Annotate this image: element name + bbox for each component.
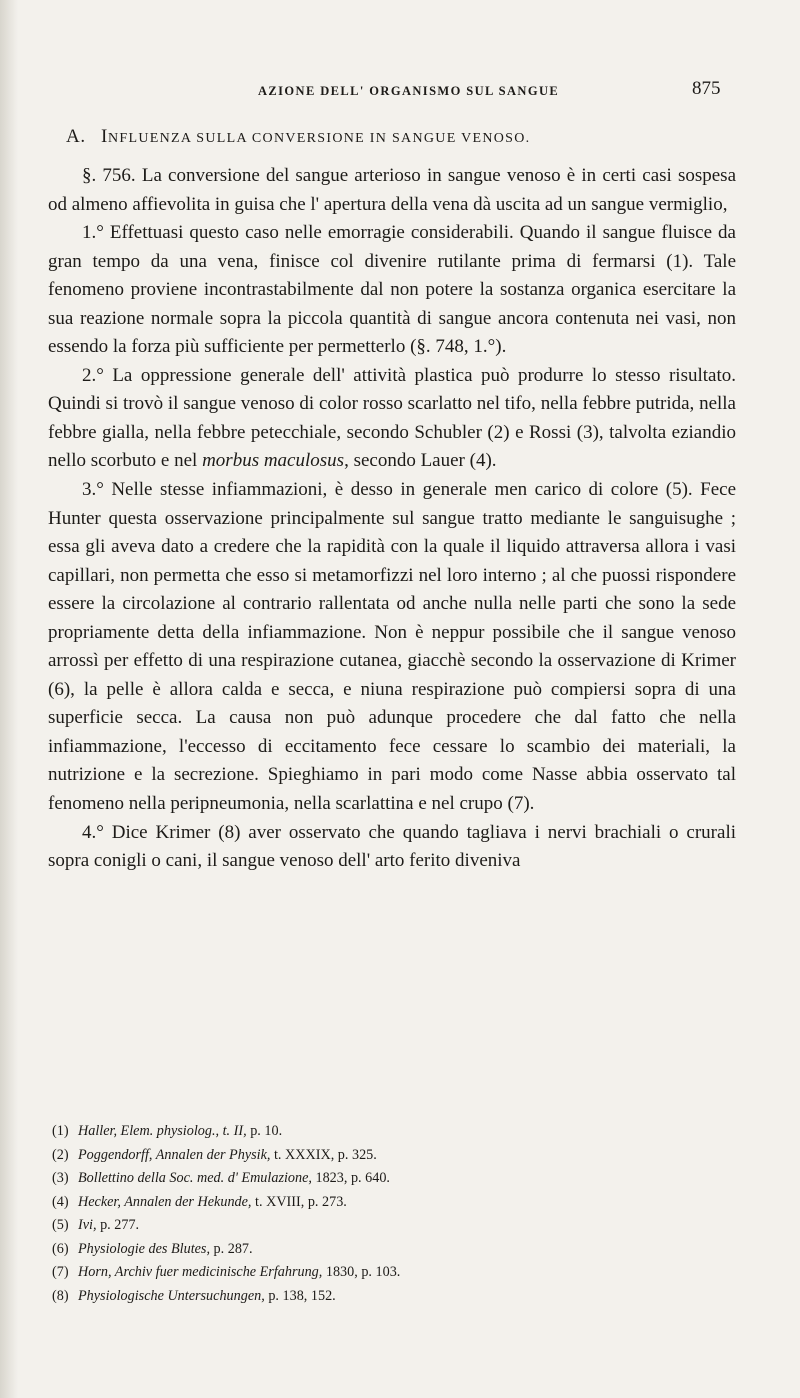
footnote-reference: p. 138, 152. bbox=[264, 1287, 336, 1304]
footnote bbox=[52, 1261, 742, 1285]
section-title-initial: I bbox=[101, 126, 108, 147]
section-heading bbox=[66, 126, 530, 148]
paragraph-756 bbox=[48, 162, 736, 219]
footnote-reference: p. 10. bbox=[246, 1123, 283, 1139]
section-letter: A. bbox=[66, 126, 86, 147]
footnote bbox=[52, 1167, 742, 1191]
footnote-source: Haller, Elem. physiolog., t. II, bbox=[78, 1123, 247, 1139]
footnote-reference: p. 287. bbox=[210, 1240, 253, 1257]
page-number: 875 bbox=[692, 78, 721, 99]
footnote-source: Physiologie des Blutes, bbox=[78, 1240, 210, 1257]
paragraph-text: , secondo Lauer (4). bbox=[344, 450, 497, 472]
footnote-source: Horn, Archiv fuer medicinische Erfahrung, bbox=[78, 1264, 323, 1280]
footnote-source: Physiologische Untersuchungen, bbox=[78, 1287, 265, 1304]
body-text bbox=[48, 162, 736, 876]
footnote-source: Hecker, Annalen der Hekunde, bbox=[78, 1193, 252, 1210]
italic-term: morbus maculosus bbox=[202, 450, 345, 472]
section-title-rest: NFLUENZA SULLA CONVERSIONE IN SANGUE VENOSO. bbox=[107, 131, 531, 146]
footnote-number: (6) bbox=[52, 1240, 69, 1257]
footnote bbox=[52, 1144, 742, 1168]
footnote-source: Bollettino della Soc. med. d' Emulazione, bbox=[78, 1170, 312, 1186]
footnote-number: (7) bbox=[52, 1264, 69, 1280]
footnote-reference: p. 277. bbox=[96, 1217, 140, 1233]
footnote-number: (4) bbox=[52, 1193, 69, 1210]
footnote bbox=[52, 1238, 742, 1262]
footnote-source: Ivi, bbox=[78, 1217, 97, 1233]
footnotes bbox=[52, 1120, 742, 1308]
footnote-number: (8) bbox=[52, 1287, 69, 1304]
footnote-number: (5) bbox=[52, 1217, 69, 1233]
paragraph-point-2 bbox=[48, 362, 736, 476]
footnote-number: (3) bbox=[52, 1170, 69, 1186]
binding-shadow bbox=[0, 0, 18, 1398]
footnote bbox=[52, 1214, 742, 1238]
paragraph-text: 2.° La oppressione generale dell' attività plastica può produrre lo stesso risultato. Quindi si trovò il sangue venoso di color rosso scarlatto nel tifo, nella febbre putrida, nella febbre gialla, nella febbre petecchiale, secondo Schubler (2) e Rossi (3), talvolta eziandio nello scorbuto e nel bbox=[48, 364, 736, 472]
paragraph-point-4: 4.° Dice Krimer (8) aver osservato che quando tagliava i nervi brachiali o crurali sopra conigli o cani, il sangue venoso dell' arto ferito diveniva bbox=[48, 821, 736, 872]
running-head bbox=[0, 78, 800, 108]
footnote-number: (1) bbox=[52, 1123, 69, 1139]
footnote-reference: t. XXXIX, p. 325. bbox=[270, 1146, 377, 1163]
footnote-reference: 1830, p. 103. bbox=[322, 1264, 401, 1280]
footnote bbox=[52, 1120, 742, 1144]
footnote-reference: 1823, p. 640. bbox=[311, 1170, 390, 1186]
paragraph-text: La conversione del sangue arterioso in sangue venoso è in certi casi sospesa od almeno affievolita in guisa che l' apertura della vena dà uscita ad un sangue vermiglio, bbox=[48, 165, 737, 215]
running-title: AZIONE DELL' ORGANISMO SUL SANGUE bbox=[258, 84, 560, 98]
paragraph-point-1: 1.° Effettuasi questo caso nelle emorragie considerabili. Quando il sangue fluisce da gran tempo da una vena, finisce col divenire rutilante prima di fermarsi (1). Tale fenomeno proviene incontrastabilmente dal non potere la sostanza organica esercitare la sua reazione normale sopra la piccola quantità di sangue ancora contenuta nei vasi, non essendo la forza più sufficiente per permetterlo (§. 748, 1.°). bbox=[48, 222, 736, 358]
paragraph-point-3: 3.° Nelle stesse infiammazioni, è desso in generale men carico di colore (5). Fece Hunter questa osservazione principalmente sul sangue tratto mediante le sanguisughe ; essa gli aveva dato a credere che la rapidità con la quale il liquido attraversa allora i vasi capillari, non permetta che esso si metamorfizzi nel loro interno ; al che puossi rispondere essere la circolazione al contrario rallentata od anche nulla nelle parti che sono la sede propriamente detta della infiammazione. Non è neppur possibile che il sangue venoso arrossì per effetto di una respirazione cutanea, giacchè secondo la osservazione di Krimer (6), la pelle è allora calda e secca, e niuna respirazione può compiersi sopra di una superficie secca. La causa non può adunque procedere che dal fatto che nella infiammazione, l'eccesso di eccitamento fece cessare lo scambio dei materiali, la nutrizione e la secrezione. Spieghiamo in pari modo come Nasse abbia osservato tal fenomeno nella peripneumonia, nella scarlattina e nel crupo (7). bbox=[48, 479, 736, 815]
footnote bbox=[52, 1191, 742, 1215]
footnote-source: Poggendorff, Annalen der Physik, bbox=[78, 1146, 271, 1163]
footnote-number: (2) bbox=[52, 1146, 69, 1163]
footnote-reference: t. XVIII, p. 273. bbox=[251, 1193, 347, 1210]
paragraph-number: §. 756. bbox=[82, 165, 136, 186]
footnote bbox=[52, 1285, 742, 1309]
